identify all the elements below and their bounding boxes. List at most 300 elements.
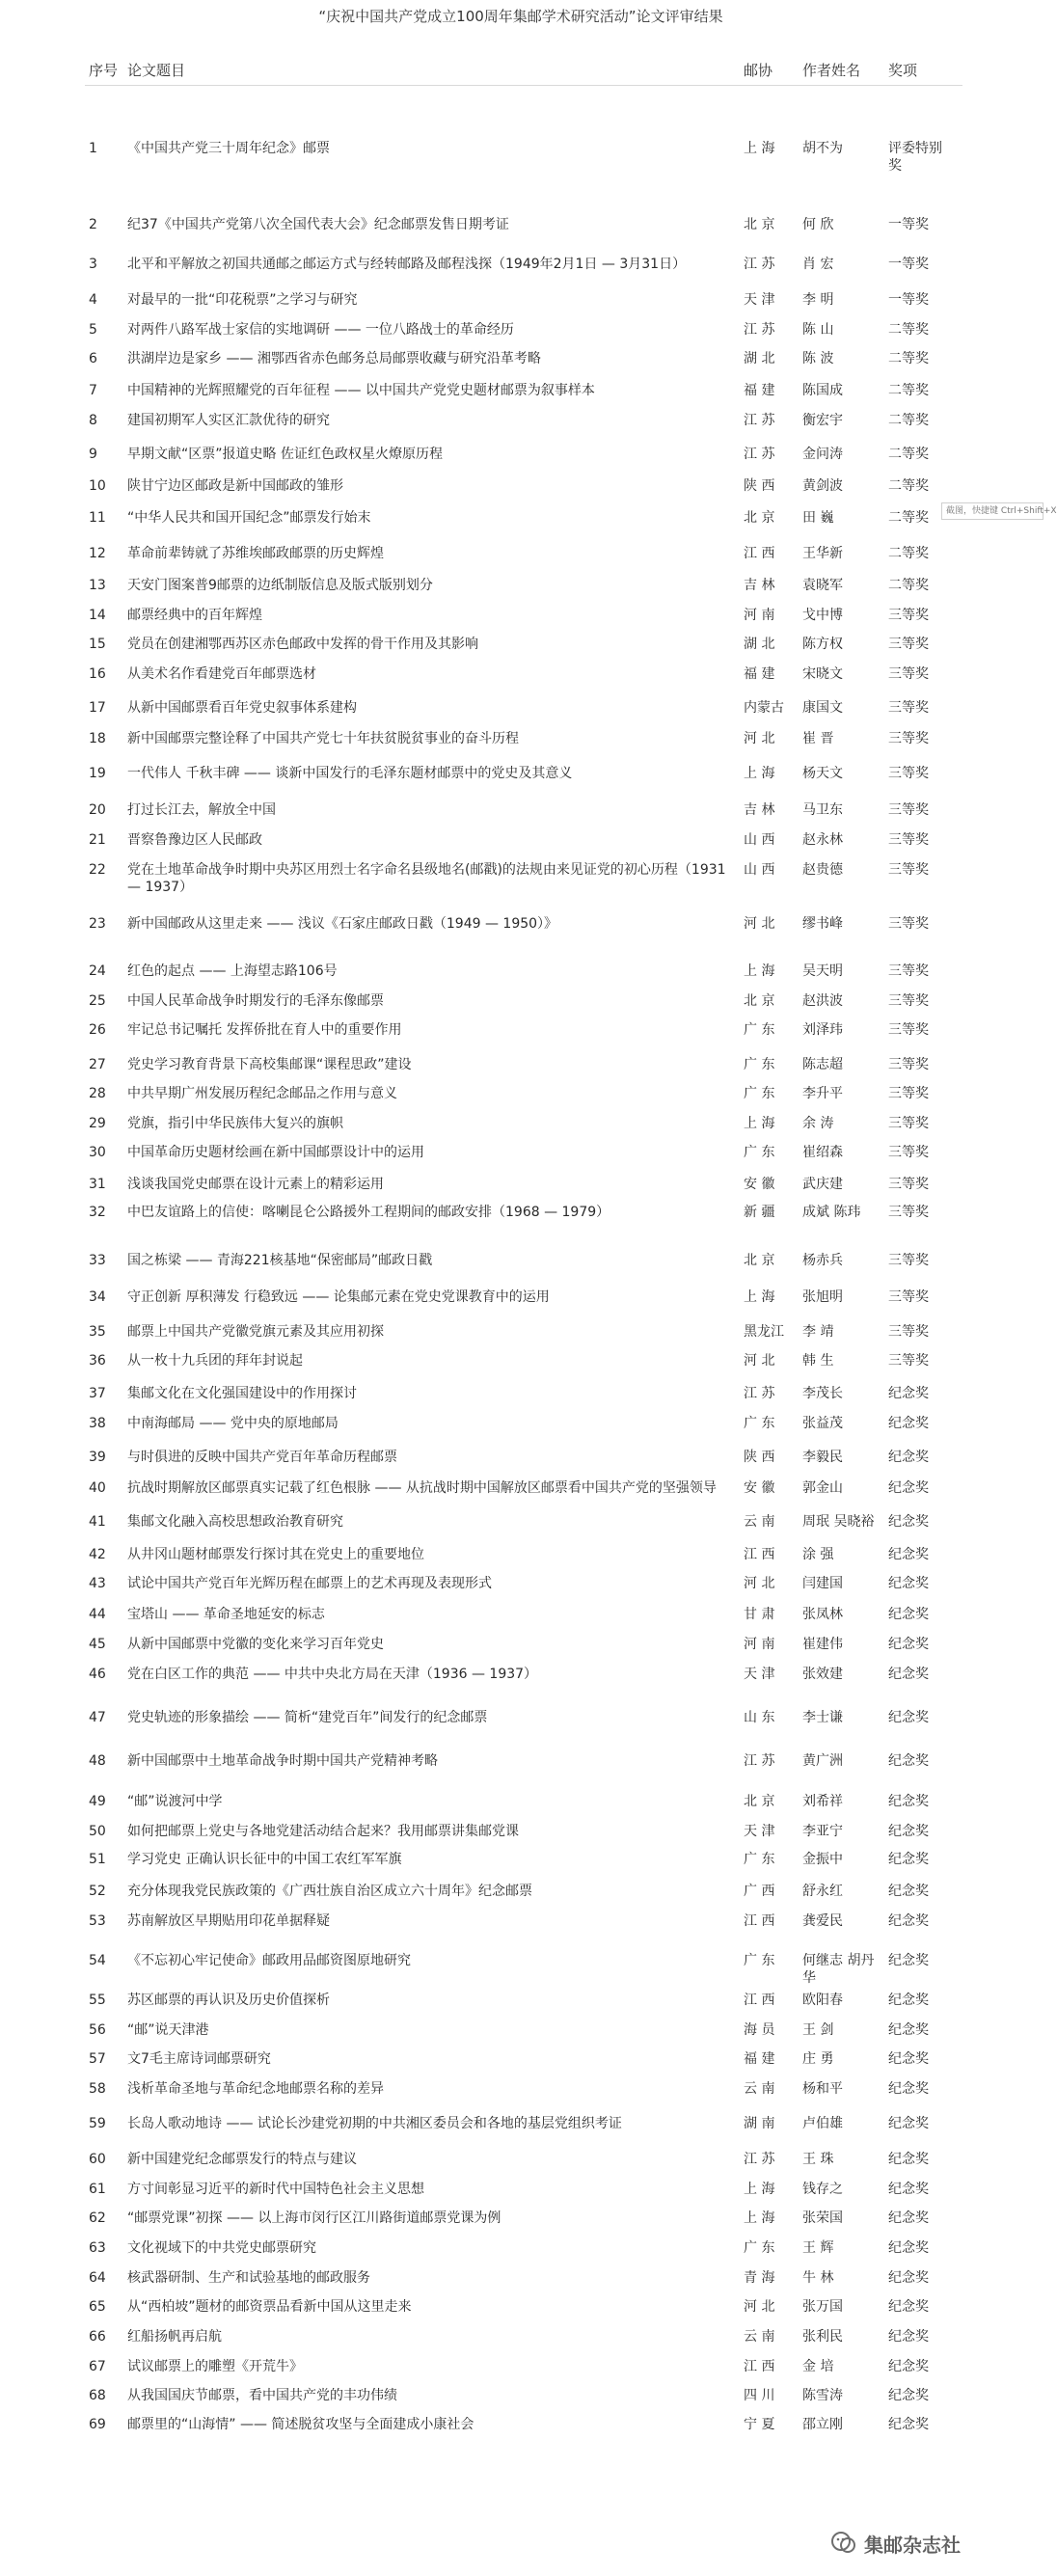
cell-author: 康国文 <box>802 700 843 716</box>
cell-author: 王 珠 <box>802 2152 834 2167</box>
cell-province: 安 徽 <box>744 1177 775 1192</box>
cell-title: 从井冈山题材邮票发行探讨其在党史上的重要地位 <box>127 1547 424 1562</box>
cell-title: 新中国建党纪念邮票发行的特点与建议 <box>127 2152 357 2167</box>
cell-province: 甘 肃 <box>744 1607 775 1622</box>
cell-province: 福 建 <box>744 666 775 682</box>
cell-award: 纪念奖 <box>888 2299 929 2315</box>
cell-no: 66 <box>89 2329 106 2345</box>
cell-author: 李毅民 <box>802 1450 843 1465</box>
cell-author: 张凤林 <box>802 1607 843 1622</box>
cell-province: 青 海 <box>744 2270 775 2286</box>
cell-no: 8 <box>89 413 97 428</box>
cell-province: 北 京 <box>744 993 775 1009</box>
cell-province: 安 徽 <box>744 1480 775 1496</box>
table-top-divider <box>85 85 962 86</box>
cell-author: 宋晓文 <box>802 666 843 682</box>
cell-no: 34 <box>89 1289 106 1305</box>
cell-title: 洪湖岸边是家乡 —— 湘鄂西省赤色邮务总局邮票收藏与研究沿革考略 <box>127 351 541 366</box>
cell-author: 刘泽玮 <box>802 1022 843 1038</box>
cell-title: 与时俱进的反映中国共产党百年革命历程邮票 <box>127 1450 397 1465</box>
cell-author: 崔建伟 <box>802 1637 843 1652</box>
screenshot-tooltip: 截图，快捷键 Ctrl+Shift+X <box>941 502 1043 520</box>
cell-province: 山 东 <box>744 1710 775 1725</box>
cell-title: 《中国共产党三十周年纪念》邮票 <box>127 141 330 156</box>
cell-province: 天 津 <box>744 292 775 308</box>
cell-no: 6 <box>89 351 97 366</box>
cell-no: 25 <box>89 993 106 1009</box>
watermark <box>829 2527 961 2560</box>
cell-title: 北平和平解放之初国共通邮之邮运方式与经转邮路及邮程浅探（1949年2月1日 — 3月31日） <box>127 257 687 272</box>
cell-award: 一等奖 <box>888 217 929 232</box>
cell-title: 长岛人歌动地诗 —— 试论长沙建党初期的中共湘区委员会和各地的基层党组织考证 <box>127 2116 622 2131</box>
cell-no: 42 <box>89 1547 106 1562</box>
cell-title: 学习党史 正确认识长征中的中国工农红军军旗 <box>127 1852 402 1867</box>
cell-award: 纪念奖 <box>888 2270 929 2286</box>
cell-author: 王 剑 <box>802 2022 834 2038</box>
cell-author: 何 欣 <box>802 217 834 232</box>
cell-award: 纪念奖 <box>888 1824 929 1839</box>
cell-award: 三等奖 <box>888 700 929 716</box>
cell-province: 陕 西 <box>744 1450 775 1465</box>
cell-province: 山 西 <box>744 832 775 848</box>
cell-no: 9 <box>89 447 97 462</box>
cell-award: 纪念奖 <box>888 2081 929 2097</box>
cell-author: 张利民 <box>802 2329 843 2345</box>
cell-author: 余 涛 <box>802 1116 834 1131</box>
cell-province: 上 海 <box>744 963 775 979</box>
cell-title: 充分体现我党民族政策的《广西壮族自治区成立六十周年》纪念邮票 <box>127 1884 532 1899</box>
cell-province: 北 京 <box>744 1794 775 1809</box>
cell-title: 早期文献“区票”报道史略 佐证红色政权星火燎原历程 <box>127 447 443 462</box>
cell-title: 宝塔山 —— 革命圣地延安的标志 <box>127 1607 325 1622</box>
cell-award: 纪念奖 <box>888 2182 929 2197</box>
cell-no: 45 <box>89 1637 106 1652</box>
cell-award: 纪念奖 <box>888 1852 929 1867</box>
cell-province: 江 苏 <box>744 2152 775 2167</box>
cell-title: 浅析革命圣地与革命纪念地邮票名称的差异 <box>127 2081 384 2097</box>
cell-province: 内蒙古 <box>744 700 784 716</box>
cell-no: 68 <box>89 2388 106 2403</box>
cell-award: 三等奖 <box>888 766 929 781</box>
cell-title: 试议邮票上的雕塑《开荒牛》 <box>127 2359 303 2374</box>
cell-title: 从新中国邮票中党徽的变化来学习百年党史 <box>127 1637 384 1652</box>
cell-province: 湖 北 <box>744 351 775 366</box>
cell-author: 郭金山 <box>802 1480 843 1496</box>
cell-title: 陕甘宁边区邮政是新中国邮政的雏形 <box>127 478 343 494</box>
cell-title: 邮票上中国共产党徽党旗元素及其应用初探 <box>127 1324 384 1340</box>
cell-province: 广 东 <box>744 1852 775 1867</box>
cell-author: 涂 强 <box>802 1547 834 1562</box>
cell-no: 60 <box>89 2152 106 2167</box>
cell-title: “邮”说天津港 <box>127 2022 209 2038</box>
cell-no: 20 <box>89 802 106 818</box>
cell-author: 肖 宏 <box>802 257 834 272</box>
cell-title: 党旗，指引中华民族伟大复兴的旗帜 <box>127 1116 343 1131</box>
cell-award: 二等奖 <box>888 546 929 561</box>
cell-no: 16 <box>89 666 106 682</box>
cell-title: 浅谈我国党史邮票在设计元素上的精彩运用 <box>127 1177 384 1192</box>
cell-award: 三等奖 <box>888 637 929 652</box>
cell-no: 65 <box>89 2299 106 2315</box>
cell-province: 江 西 <box>744 1547 775 1562</box>
cell-no: 40 <box>89 1480 106 1496</box>
cell-province: 上 海 <box>744 1289 775 1305</box>
cell-award: 纪念奖 <box>888 2051 929 2067</box>
cell-author: 钱存之 <box>802 2182 843 2197</box>
cell-author: 胡不为 <box>802 141 843 156</box>
cell-province: 江 西 <box>744 1913 775 1929</box>
cell-award: 二等奖 <box>888 578 929 593</box>
cell-no: 51 <box>89 1852 106 1867</box>
cell-author: 成斌 陈玮 <box>802 1205 861 1220</box>
cell-title: 文化视域下的中共党史邮票研究 <box>127 2240 316 2256</box>
cell-no: 27 <box>89 1057 106 1072</box>
cell-title: 天安门图案普9邮票的边纸制版信息及版式版别划分 <box>127 578 433 593</box>
cell-no: 14 <box>89 608 106 623</box>
cell-author: 陈 波 <box>802 351 834 366</box>
cell-no: 69 <box>89 2417 106 2432</box>
cell-no: 47 <box>89 1710 106 1725</box>
cell-title: 集邮文化融入高校思想政治教育研究 <box>127 1514 343 1530</box>
cell-no: 41 <box>89 1514 106 1530</box>
cell-title: “邮票党课”初探 —— 以上海市闵行区江川路街道邮票党课为例 <box>127 2210 501 2226</box>
cell-award: 纪念奖 <box>888 1416 929 1431</box>
cell-no: 54 <box>89 1953 106 1968</box>
cell-province: 江 苏 <box>744 413 775 428</box>
cell-title: 中共早期广州发展历程纪念邮品之作用与意义 <box>127 1086 397 1101</box>
cell-title: 集邮文化在文化强国建设中的作用探讨 <box>127 1386 357 1401</box>
cell-province: 北 京 <box>744 1253 775 1268</box>
header-title: 论文题目 <box>127 62 186 79</box>
header-award: 奖项 <box>888 62 918 79</box>
cell-award: 三等奖 <box>888 993 929 1009</box>
cell-title: 从我国国庆节邮票，看中国共产党的丰功伟绩 <box>127 2388 397 2403</box>
cell-title: 红船扬帆再启航 <box>127 2329 222 2345</box>
cell-award: 三等奖 <box>888 1205 929 1220</box>
cell-no: 10 <box>89 478 106 494</box>
watermark-text: 集邮杂志社 <box>864 2533 961 2557</box>
cell-author: 杨和平 <box>802 2081 843 2097</box>
cell-title: 牢记总书记嘱托 发挥侨批在育人中的重要作用 <box>127 1022 402 1038</box>
cell-award: 纪念奖 <box>888 1794 929 1809</box>
cell-author: 张万国 <box>802 2299 843 2315</box>
cell-award: 三等奖 <box>888 1022 929 1038</box>
cell-no: 61 <box>89 2182 106 2197</box>
cell-province: 河 北 <box>744 1576 775 1591</box>
cell-award: 纪念奖 <box>888 2417 929 2432</box>
cell-province: 河 北 <box>744 1353 775 1369</box>
cell-title: 党史轨迹的形象描绘 —— 简析“建党百年”间发行的纪念邮票 <box>127 1710 488 1725</box>
cell-title: 建国初期军人实区汇款优待的研究 <box>127 413 330 428</box>
cell-province: 广 东 <box>744 2240 775 2256</box>
cell-province: 北 京 <box>744 510 775 526</box>
cell-author: 袁晓军 <box>802 578 843 593</box>
cell-province: 宁 夏 <box>744 2417 775 2432</box>
cell-no: 46 <box>89 1667 106 1682</box>
cell-title: 党在白区工作的典范 —— 中共中央北方局在天津（1936 — 1937） <box>127 1667 538 1682</box>
cell-author: 金问涛 <box>802 447 843 462</box>
cell-province: 广 东 <box>744 1022 775 1038</box>
cell-author: 陈雪涛 <box>802 2388 843 2403</box>
cell-award: 三等奖 <box>888 1324 929 1340</box>
cell-award: 纪念奖 <box>888 1993 929 2008</box>
cell-award: 三等奖 <box>888 1145 929 1160</box>
cell-title: 一代伟人 千秋丰碑 —— 谈新中国发行的毛泽东题材邮票中的党史及其意义 <box>127 766 573 781</box>
cell-title: 纪37《中国共产党第八次全国代表大会》纪念邮票发售日期考证 <box>127 217 509 232</box>
cell-no: 19 <box>89 766 106 781</box>
cell-title: 党在土地革命战争时期中央苏区用烈士名字命名县级地名(邮戳)的法规由来见证党的初心历程（1931 — 1937） <box>127 862 726 895</box>
cell-title: 红色的起点 —— 上海望志路106号 <box>127 963 338 979</box>
cell-award: 纪念奖 <box>888 2359 929 2374</box>
cell-province: 江 苏 <box>744 447 775 462</box>
cell-province: 江 苏 <box>744 1386 775 1401</box>
cell-award: 纪念奖 <box>888 2388 929 2403</box>
cell-award: 三等奖 <box>888 862 929 878</box>
cell-no: 35 <box>89 1324 106 1340</box>
cell-province: 河 南 <box>744 1637 775 1652</box>
cell-no: 22 <box>89 862 106 878</box>
cell-author: 舒永红 <box>802 1884 843 1899</box>
cell-author: 缪书峰 <box>802 916 843 932</box>
cell-province: 湖 北 <box>744 637 775 652</box>
cell-award: 纪念奖 <box>888 2210 929 2226</box>
cell-province: 天 津 <box>744 1667 775 1682</box>
cell-no: 3 <box>89 257 97 272</box>
cell-title: 方寸间彰显习近平的新时代中国特色社会主义思想 <box>127 2182 424 2197</box>
cell-award: 三等奖 <box>888 1086 929 1101</box>
cell-award: 二等奖 <box>888 413 929 428</box>
cell-title: 守正创新 厚积薄发 行稳致远 —— 论集邮元素在党史党课教育中的运用 <box>127 1289 550 1305</box>
cell-award: 三等奖 <box>888 1353 929 1369</box>
cell-award: 纪念奖 <box>888 2152 929 2167</box>
cell-title: 中国精神的光辉照耀党的百年征程 —— 以中国共产党党史题材邮票为叙事样本 <box>127 383 595 398</box>
cell-no: 52 <box>89 1884 106 1899</box>
cell-no: 63 <box>89 2240 106 2256</box>
cell-author: 李茂长 <box>802 1386 843 1401</box>
cell-province: 福 建 <box>744 383 775 398</box>
cell-province: 广 东 <box>744 1145 775 1160</box>
cell-award: 三等奖 <box>888 1253 929 1268</box>
cell-author: 金振中 <box>802 1852 843 1867</box>
cell-title: 对两件八路军战士家信的实地调研 —— 一位八路战士的革命经历 <box>127 322 514 338</box>
cell-province: 河 北 <box>744 2299 775 2315</box>
cell-author: 卢伯雄 <box>802 2116 843 2131</box>
cell-no: 56 <box>89 2022 106 2038</box>
cell-author: 赵永林 <box>802 832 843 848</box>
cell-province: 广 东 <box>744 1057 775 1072</box>
cell-no: 5 <box>89 322 97 338</box>
cell-author: 李亚宁 <box>802 1824 843 1839</box>
cell-title: 中巴友谊路上的信使：喀喇昆仑公路援外工程期间的邮政安排（1968 — 1979） <box>127 1205 610 1220</box>
cell-author: 黄剑波 <box>802 478 843 494</box>
cell-author: 陈方权 <box>802 637 843 652</box>
cell-author: 张效建 <box>802 1667 843 1682</box>
cell-province: 北 京 <box>744 217 775 232</box>
cell-no: 37 <box>89 1386 106 1401</box>
cell-award: 二等奖 <box>888 510 929 526</box>
cell-author: 刘希祥 <box>802 1794 843 1809</box>
cell-award: 三等奖 <box>888 963 929 979</box>
cell-no: 29 <box>89 1116 106 1131</box>
cell-author: 崔 晋 <box>802 731 834 746</box>
cell-title: 党员在创建湘鄂西苏区赤色邮政中发挥的骨干作用及其影响 <box>127 637 478 652</box>
cell-award: 一等奖 <box>888 257 929 272</box>
cell-no: 23 <box>89 916 106 932</box>
cell-no: 39 <box>89 1450 106 1465</box>
cell-title: 从“西柏坡”题材的邮资票品看新中国从这里走来 <box>127 2299 412 2315</box>
cell-title: 对最早的一批“印花税票”之学习与研究 <box>127 292 358 308</box>
cell-province: 云 南 <box>744 2329 775 2345</box>
cell-award: 纪念奖 <box>888 1514 929 1530</box>
cell-no: 26 <box>89 1022 106 1038</box>
cell-title: 邮票里的“山海情” —— 简述脱贫攻坚与全面建成小康社会 <box>127 2417 474 2432</box>
cell-no: 1 <box>89 141 97 156</box>
cell-province: 河 南 <box>744 608 775 623</box>
cell-no: 32 <box>89 1205 106 1220</box>
cell-no: 12 <box>89 546 106 561</box>
cell-no: 58 <box>89 2081 106 2097</box>
cell-author: 龚爱民 <box>802 1913 843 1929</box>
cell-award: 纪念奖 <box>888 1386 929 1401</box>
cell-title: 核武器研制、生产和试验基地的邮政服务 <box>127 2270 370 2286</box>
table-header <box>0 60 1042 81</box>
cell-province: 天 津 <box>744 1824 775 1839</box>
cell-title: 从一枚十九兵团的拜年封说起 <box>127 1353 303 1369</box>
cell-no: 7 <box>89 383 97 398</box>
cell-author: 武庆建 <box>802 1177 843 1192</box>
cell-award: 评委特别奖 <box>888 141 942 174</box>
cell-no: 11 <box>89 510 106 526</box>
cell-title: 苏区邮票的再认识及历史价值探析 <box>127 1993 330 2008</box>
cell-award: 三等奖 <box>888 666 929 682</box>
cell-no: 67 <box>89 2359 106 2374</box>
cell-award: 纪念奖 <box>888 2022 929 2038</box>
cell-province: 江 苏 <box>744 322 775 338</box>
cell-award: 二等奖 <box>888 478 929 494</box>
cell-award: 纪念奖 <box>888 2240 929 2256</box>
cell-province: 广 西 <box>744 1884 775 1899</box>
cell-no: 64 <box>89 2270 106 2286</box>
cell-award: 三等奖 <box>888 916 929 932</box>
cell-province: 上 海 <box>744 2182 775 2197</box>
cell-title: 《不忘初心牢记使命》邮政用品邮资图原地研究 <box>127 1953 411 1968</box>
cell-author: 金 培 <box>802 2359 834 2374</box>
cell-title: 新中国邮政从这里走来 —— 浅议《石家庄邮政日戳（1949 — 1950）》 <box>127 916 558 932</box>
cell-province: 江 西 <box>744 1993 775 2008</box>
cell-author: 陈 山 <box>802 322 834 338</box>
cell-province: 四 川 <box>744 2388 775 2403</box>
cell-author: 何继志 胡丹华 <box>802 1953 875 1986</box>
cell-no: 17 <box>89 700 106 716</box>
cell-province: 上 海 <box>744 2210 775 2226</box>
cell-award: 三等奖 <box>888 1289 929 1305</box>
cell-award: 纪念奖 <box>888 1667 929 1682</box>
cell-title: 中国人民革命战争时期发行的毛泽东像邮票 <box>127 993 384 1009</box>
header-no: 序号 <box>89 62 119 79</box>
cell-no: 15 <box>89 637 106 652</box>
cell-author: 张益茂 <box>802 1416 843 1431</box>
cell-award: 三等奖 <box>888 802 929 818</box>
cell-title: 如何把邮票上党史与各地党建活动结合起来？我用邮票讲集邮党课 <box>127 1824 519 1839</box>
cell-award: 纪念奖 <box>888 2116 929 2131</box>
cell-author: 欧阳春 <box>802 1993 843 2008</box>
cell-award: 纪念奖 <box>888 1547 929 1562</box>
header-province: 邮协 <box>744 62 773 79</box>
cell-author: 赵贵德 <box>802 862 843 878</box>
cell-award: 纪念奖 <box>888 1576 929 1591</box>
cell-author: 韩 生 <box>802 1353 834 1369</box>
cell-title: “中华人民共和国开国纪念”邮票发行始末 <box>127 510 371 526</box>
cell-province: 江 西 <box>744 546 775 561</box>
cell-no: 24 <box>89 963 106 979</box>
cell-award: 纪念奖 <box>888 1607 929 1622</box>
cell-province: 海 员 <box>744 2022 775 2038</box>
cell-author: 邵立刚 <box>802 2417 843 2432</box>
cell-award: 二等奖 <box>888 447 929 462</box>
cell-province: 湖 南 <box>744 2116 775 2131</box>
cell-author: 杨赤兵 <box>802 1253 843 1268</box>
cell-award: 纪念奖 <box>888 2329 929 2345</box>
cell-province: 江 西 <box>744 2359 775 2374</box>
cell-author: 陈国成 <box>802 383 843 398</box>
cell-province: 江 苏 <box>744 1753 775 1769</box>
cell-no: 13 <box>89 578 106 593</box>
cell-no: 31 <box>89 1177 106 1192</box>
cell-title: 国之栋梁 —— 青海221核基地“保密邮局”邮政日戳 <box>127 1253 433 1268</box>
cell-award: 三等奖 <box>888 731 929 746</box>
cell-province: 广 东 <box>744 1416 775 1431</box>
cell-no: 30 <box>89 1145 106 1160</box>
cell-award: 纪念奖 <box>888 1480 929 1496</box>
cell-author: 张旭明 <box>802 1289 843 1305</box>
cell-no: 53 <box>89 1913 106 1929</box>
cell-title: 试论中国共产党百年光辉历程在邮票上的艺术再现及表现形式 <box>127 1576 492 1591</box>
page-title: “庆祝中国共产党成立100周年集邮学术研究活动”论文评审结果 <box>318 8 723 25</box>
cell-no: 4 <box>89 292 97 308</box>
cell-no: 28 <box>89 1086 106 1101</box>
cell-author: 马卫东 <box>802 802 843 818</box>
cell-no: 59 <box>89 2116 106 2131</box>
cell-author: 李升平 <box>802 1086 843 1101</box>
cell-award: 二等奖 <box>888 383 929 398</box>
cell-award: 纪念奖 <box>888 1637 929 1652</box>
cell-title: 邮票经典中的百年辉煌 <box>127 608 262 623</box>
cell-no: 44 <box>89 1607 106 1622</box>
cell-province: 陕 西 <box>744 478 775 494</box>
cell-province: 云 南 <box>744 2081 775 2097</box>
cell-author: 王华新 <box>802 546 843 561</box>
cell-author: 闫建国 <box>802 1576 843 1591</box>
cell-award: 纪念奖 <box>888 1913 929 1929</box>
cell-province: 上 海 <box>744 141 775 156</box>
cell-author: 崔绍森 <box>802 1145 843 1160</box>
cell-province: 福 建 <box>744 2051 775 2067</box>
cell-award: 纪念奖 <box>888 1953 929 1968</box>
cell-title: 中国革命历史题材绘画在新中国邮票设计中的运用 <box>127 1145 424 1160</box>
cell-award: 一等奖 <box>888 292 929 308</box>
cell-author: 庄 勇 <box>802 2051 834 2067</box>
wechat-logo-icon <box>829 2529 858 2558</box>
cell-author: 李士谦 <box>802 1710 843 1725</box>
cell-title: “邮”说渡河中学 <box>127 1794 223 1809</box>
cell-no: 18 <box>89 731 106 746</box>
cell-author: 衡宏宇 <box>802 413 843 428</box>
cell-no: 43 <box>89 1576 106 1591</box>
cell-title: 革命前辈铸就了苏维埃邮政邮票的历史辉煌 <box>127 546 384 561</box>
cell-province: 河 北 <box>744 916 775 932</box>
cell-author: 赵洪波 <box>802 993 843 1009</box>
cell-title: 从新中国邮票看百年党史叙事体系建构 <box>127 700 357 716</box>
